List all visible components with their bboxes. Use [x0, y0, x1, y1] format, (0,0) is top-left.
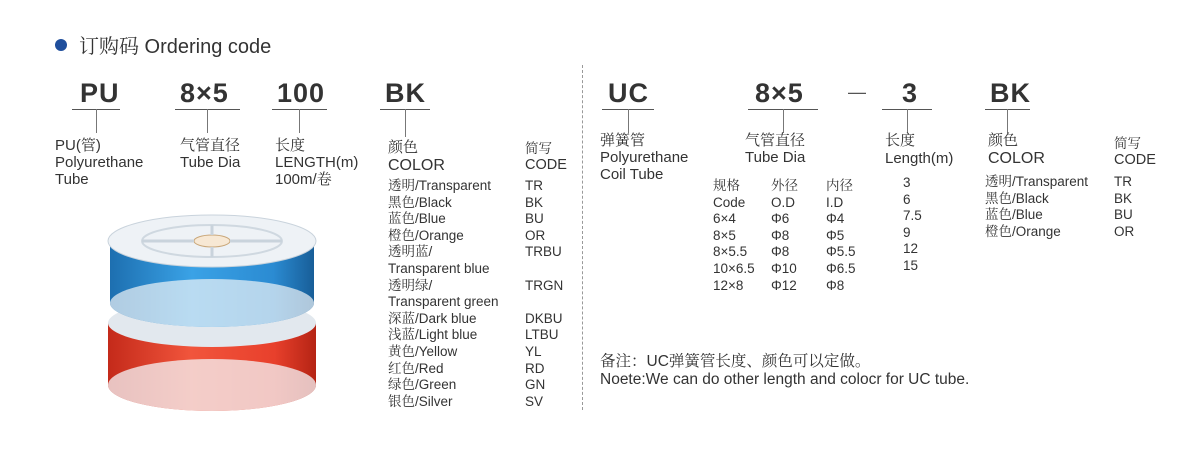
- spec-code: 6×4: [713, 211, 736, 227]
- length-label-en: LENGTH(m): [275, 154, 359, 171]
- abbr-label-cn: 简写: [1114, 136, 1141, 151]
- color-name: 黄色/Yellow: [388, 343, 458, 359]
- spec-row: [713, 261, 886, 278]
- pu-label-en2: Tube: [55, 171, 89, 188]
- color-code: BU: [525, 211, 544, 227]
- color-code: SV: [525, 393, 544, 409]
- color-name: 红色/Red: [388, 360, 444, 376]
- color-name: 透明绿/: [388, 277, 433, 293]
- color-code: TRGN: [525, 277, 564, 293]
- spec-row: [713, 244, 886, 261]
- color-name: 透明/Transparent: [985, 174, 1089, 189]
- code-dash: —: [848, 82, 866, 102]
- color-code: TR: [525, 178, 543, 193]
- color-code: TRBU: [525, 244, 562, 260]
- connector-line: [405, 109, 406, 137]
- section-divider: [582, 65, 583, 410]
- length-list: [903, 175, 922, 275]
- code-uc-dia: 8×5: [755, 78, 804, 108]
- uc-color-list: [985, 174, 1088, 240]
- color-code: BK: [525, 194, 544, 210]
- uc-label-cn: 弹簧管: [600, 132, 646, 149]
- spec-id: I.D: [826, 194, 844, 210]
- color-code: OR: [525, 227, 546, 243]
- length-value: 3: [903, 175, 911, 190]
- color-code: RD: [525, 360, 545, 376]
- code-pu-dia: 8×5: [180, 78, 229, 108]
- color-name: 透明蓝/: [388, 244, 433, 260]
- section-title: [55, 30, 271, 59]
- reel-hub: [194, 235, 230, 247]
- spec-id: Φ5: [826, 227, 845, 243]
- color-label-cn: 颜色: [388, 139, 419, 156]
- spec-row: [713, 278, 886, 295]
- color-label-en: COLOR: [988, 150, 1045, 167]
- spec-id: Φ5.5: [826, 244, 856, 260]
- tube-reels-image: [100, 205, 325, 415]
- pu-color-label: [388, 139, 445, 175]
- uc-length-label: [885, 132, 953, 168]
- color-name: 银色/Silver: [388, 393, 453, 409]
- color-code: DKBU: [525, 310, 563, 326]
- color-code: GN: [525, 377, 546, 393]
- uc-label: [600, 132, 688, 183]
- color-name: 透明/Transparent: [388, 178, 492, 193]
- connector-line: [1007, 109, 1008, 133]
- bullet-icon: [55, 39, 67, 51]
- color-code: [525, 294, 563, 311]
- color-code: YL: [525, 343, 542, 359]
- connector-line: [207, 109, 208, 133]
- spec-od: Φ12: [771, 277, 797, 293]
- length-label-en: Length(m): [885, 150, 954, 167]
- spec-code: 规格: [713, 178, 740, 193]
- blue-reel-flange: [110, 279, 314, 327]
- uc-color-label: [988, 132, 1045, 168]
- spec-od: 外径: [771, 178, 798, 193]
- pu-dia-label: [180, 137, 240, 171]
- spec-table: [713, 178, 886, 294]
- pu-code-list: [525, 178, 563, 410]
- color-code: [525, 261, 563, 278]
- connector-line: [299, 109, 300, 133]
- uc-label-en2: Coil Tube: [600, 166, 664, 183]
- spec-row: [713, 211, 886, 228]
- code-pu-color: BK: [385, 78, 426, 108]
- spec-od: Φ6: [771, 211, 790, 227]
- length-value: 9: [903, 224, 911, 240]
- color-name: 深蓝/Dark blue: [388, 310, 477, 326]
- pu-color-list: [388, 178, 499, 410]
- code-pu-length: 100: [277, 78, 326, 108]
- color-code: TR: [1114, 174, 1132, 189]
- spec-row: [713, 228, 886, 245]
- spec-id: Φ4: [826, 211, 845, 227]
- spec-code: 12×8: [713, 277, 744, 293]
- color-name: Transparent green: [388, 294, 499, 310]
- color-code: LTBU: [525, 327, 559, 343]
- color-label-cn: 颜色: [988, 132, 1019, 149]
- color-label-en: COLOR: [388, 157, 445, 174]
- connector-line: [96, 109, 97, 133]
- red-reel-flange: [108, 359, 316, 411]
- color-name: 橙色/Orange: [985, 223, 1061, 239]
- spec-header-row: [713, 195, 886, 212]
- color-name: Transparent blue: [388, 260, 490, 276]
- code-uc-length: 3: [902, 78, 919, 108]
- color-name: 蓝色/Blue: [388, 211, 446, 227]
- pu-label-cn: PU(管): [55, 137, 101, 154]
- color-code: OR: [1114, 223, 1135, 239]
- dia-label-cn: 气管直径: [745, 132, 806, 149]
- color-code: BK: [1114, 190, 1133, 206]
- connector-line: [628, 109, 629, 133]
- section-title-text: 订购码 Ordering code: [79, 36, 272, 58]
- spec-code: 8×5: [713, 227, 736, 243]
- uc-code-list: [1114, 174, 1134, 240]
- spec-code: 8×5.5: [713, 244, 748, 260]
- note-en: Noete:We can do other length and colocr for UC tube.: [600, 371, 970, 388]
- length-value: 7.5: [903, 208, 922, 224]
- spec-code: Code: [713, 194, 746, 210]
- abbr-label-en: CODE: [1114, 152, 1156, 168]
- connector-line: [783, 109, 784, 133]
- uc-label-en1: Polyurethane: [600, 149, 689, 166]
- spec-od: Φ8: [771, 227, 790, 243]
- pu-label: [55, 137, 143, 188]
- length-value: 12: [903, 241, 919, 257]
- dia-label-cn: 气管直径: [180, 137, 241, 154]
- color-name: 橙色/Orange: [388, 227, 464, 243]
- code-uc: UC: [608, 78, 649, 108]
- abbr-label-en: CODE: [525, 157, 567, 173]
- spec-id: 内径: [826, 178, 853, 193]
- length-value: 15: [903, 257, 919, 273]
- spec-header-row: [713, 178, 886, 195]
- color-code: BU: [1114, 207, 1133, 223]
- pu-abbr-label: [525, 141, 567, 173]
- color-name: 浅蓝/Light blue: [388, 327, 478, 343]
- dia-label-en: Tube Dia: [745, 149, 806, 166]
- spec-od: Φ10: [771, 260, 797, 276]
- spec-code: 10×6.5: [713, 260, 755, 276]
- code-uc-color: BK: [990, 78, 1031, 108]
- abbr-label-cn: 简写: [525, 141, 552, 156]
- spec-od: O.D: [771, 194, 796, 210]
- note-cn: 备注：UC弹簧管长度、颜色可以定做。: [600, 353, 871, 370]
- pu-label-en1: Polyurethane: [55, 154, 144, 171]
- color-name: 黑色/Black: [985, 190, 1049, 206]
- pu-length-label: [275, 137, 358, 188]
- spec-id: Φ8: [826, 277, 845, 293]
- spec-od: Φ8: [771, 244, 790, 260]
- spec-id: Φ6.5: [826, 260, 856, 276]
- uc-abbr-label: [1114, 136, 1156, 168]
- length-value: 6: [903, 191, 911, 207]
- length-label-cn: 长度: [275, 137, 306, 154]
- color-name: 绿色/Green: [388, 377, 457, 393]
- note: [600, 353, 969, 389]
- dia-label-en: Tube Dia: [180, 154, 241, 171]
- color-name: 黑色/Black: [388, 194, 452, 210]
- length-label-roll: 100m/卷: [275, 171, 332, 188]
- connector-line: [907, 109, 908, 133]
- color-name: 蓝色/Blue: [985, 207, 1043, 223]
- code-pu: PU: [80, 78, 120, 108]
- uc-dia-label: [745, 132, 805, 166]
- length-label-cn: 长度: [885, 132, 916, 149]
